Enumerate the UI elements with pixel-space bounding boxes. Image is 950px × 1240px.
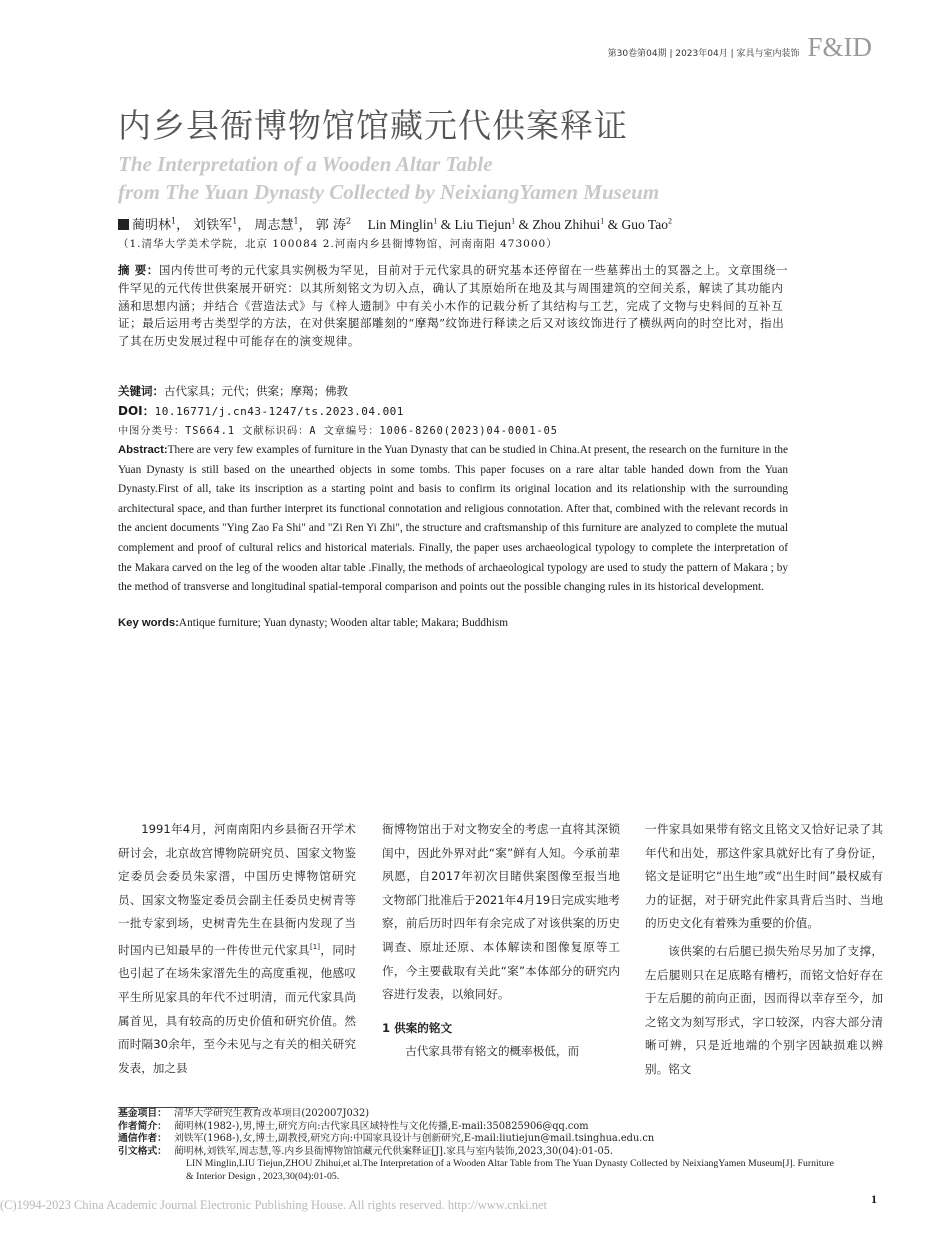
abstract-en-text: There are very few examples of furniture in the Yuan Dynasty that can be studied in China.At present, the research on the furniture in the Yuan Dynasty is still based on the unearthed objects in some tombs. This paper focuses on a rare altar table handed down from the Yuan Dynasty.First of all, take its inscription as a starting point and basis to confirm its original location and its relationship with the surrounding architectural space, and than further interpret its functional connotation and religious connotation. After that, combined with the relevant records in the ancient documents "Ying Zao Fa Shi" and "Zi Ren Yi Zhi", the structure and craftsmanship of this furniture are analyzed to complete the mutual complement and proof of cultural relics and historical materials. Finally, the paper uses archaeological typology to complete the interpretation of the Makara carved on the leg of the wooden altar table .Finally, the methods of archaeological typology are used to study the pattern of Makara ; by the method of transverse and longitudinal spatial-temporal comparison and points out the possible changing rules in its historical development.	[118, 444, 788, 594]
cnki-footer: (C)1994-2023 China Academic Journal Electronic Publishing House. All rights reserved. http://www.cnki.net	[0, 1198, 548, 1212]
author-cn: 蔺明林$^1$，	[132, 216, 190, 233]
title-english-line-1: The Interpretation of a Wooden Altar Table	[118, 152, 493, 176]
page-number: 1	[871, 1192, 877, 1206]
footnote-citation-english: LIN Minglin,LIU Tiejun,ZHOU Zhihui,et al.The Interpretation of a Wooden Altar Table from The Yuan Dynasty Collected by NeixiangYamen Museum[J]. Furniture & Interior Design , 2023,30(04):01-05.	[186, 1158, 834, 1182]
author-cn: 郭 涛$^2$	[315, 216, 352, 233]
footnote-citation: 引文格式： 蔺明林,刘铁军,周志慧,等.内乡县衙博物馆馆藏元代供案释证[J].家具与室内装饰,2023,30(04):01-05.	[118, 1145, 614, 1157]
footnote-corresponding: 通信作者： 刘铁军(1968-),女,博士,副教授,研究方向:中国家具设计与创新研究,E-mail:liutiejun@mail.tsinghua.edu.cn	[118, 1133, 655, 1145]
doi: DOI：10.16771/j.cn43-1247/ts.2023.04.001	[118, 404, 404, 418]
body-paragraph: 古代家具带有铭文的概率极低，而	[405, 1044, 580, 1059]
title-english-line-2: from The Yuan Dynasty Collected by NeixiangYamen Museum	[118, 180, 660, 204]
journal-logo: F&ID	[807, 32, 872, 62]
body-column-3	[645, 818, 883, 1082]
authors-english: Lin Minglin$^1$ & Liu Tiejun$^1$ & Zhou Zhihui$^1$ & Guo Tao$^2$	[367, 216, 672, 232]
title-english	[118, 150, 659, 206]
square-bullet-icon	[118, 219, 129, 230]
author-cn: 周志慧$^1$，	[254, 216, 312, 233]
keywords-english: Key words:Antique furniture; Yuan dynasty; Wooden altar table; Makara; Buddhism	[118, 617, 509, 629]
abstract-en-label: Abstract:	[118, 444, 168, 456]
author-cn: 刘铁军$^1$，	[193, 216, 251, 233]
section-heading: 1 供案的铭文	[382, 1020, 453, 1035]
body-paragraph: 该供案的右后腿已损失殆尽另加了支撑，左后腿则只在足底略有槽朽，而铭文恰好存在于左后腿的前向正面，因而得以幸存至今，加之铭文为刻写形式，字口较深，内容大部分清晰可辨，只是近地端的个别字因缺损难以辨别。铭文	[645, 943, 883, 1076]
body-paragraph: 一件家具如果带有铭文且铭文又恰好记录了其年代和出处，那这件家具就好比有了身份证，铭文是证明它“出生地”或“出生时间”最权威有力的证据，对于研究此件家具背后当时、当地的历史文化有着殊为重要的价值。	[645, 822, 883, 931]
footnote-author: 作者简介： 蔺明林(1982-),男,博士,研究方向:古代家具区域特性与文化传播,E-mail:350825906@qq.com	[118, 1120, 589, 1132]
classification-line: 中图分类号：TS664.1 文献标识码：A 文章编号：1006-8260(2023)04-0001-05	[118, 426, 558, 437]
footnotes	[118, 1108, 838, 1184]
issue-info: 第30卷第04期 | 2023年04月 | 家具与室内装饰	[607, 49, 800, 59]
body-column-2	[382, 818, 620, 1064]
author-line	[118, 214, 672, 233]
abstract-cn-text: 国内传世可考的元代家具实例极为罕见，目前对于元代家具的研究基本还停留在一些墓葬出土的冥器之上。文章围绕一件罕见的元代传世供案展开研究：以其所刻铭文为切入点，确认了其原始所在地及其与周围建筑的空间关系，解读了其功能内涵和思想内涵；并结合《营造法式》与《梓人遗制》中有关小木作的记载分析了其结构与工艺，完成了文物与史料间的互补互证；最后运用考古类型学的方法，在对供案腿部雕刻的“摩羯”纹饰进行释读之后又对该纹饰进行了横纵两向的时空比对，指出了其在历史发展过程中可能存在的演变规律。	[118, 263, 789, 349]
body-paragraph: 1991年4月，河南南阳内乡县衙召开学术研讨会，北京故宫博物院研究员、国家文物鉴定委员会委员朱家溍，中国历史博物馆研究员、国家文物鉴定委员会副主任委员史树青等一批专家到场，史树青先生在县衙内发现了当时国内已知最早的一件传世元代家具[1]，同时也引起了在场朱家溍先生的高度重视，他感叹平生所见家具的年代不过明清，而元代家具尚属首见，具有较高的历史价值和研究价值。然而时隔30余年，至今未见与之有关的相关研究发表，加之县	[118, 822, 356, 1075]
body-paragraph: 衙博物馆出于对文物安全的考虑一直将其深锁闺中，因此外界对此“案”鲜有人知。今承前辈夙愿，自2017年初次目睹供案图像至报当地文物部门批准后于2021年4月19日完成实地考察，前后历时四年有余完成了对该供案的历史调查、原址还原、本体解读和图像复原等工作，今主要截取有关此“案”本体部分的研究内容进行发表，以飨同好。	[382, 822, 620, 1002]
affiliations: （1.清华大学美术学院，北京 100084 2.河南内乡县衙博物馆，河南南阳 473000）	[118, 238, 558, 250]
running-header	[608, 32, 872, 63]
abstract-chinese	[118, 262, 790, 351]
title-chinese: 内乡县衙博物馆馆藏元代供案释证	[118, 106, 628, 145]
citation-ref[interactable]: [1]	[310, 942, 320, 951]
body-column-1	[118, 818, 356, 1080]
doi-link[interactable]: 10.16771/j.cn43-1247/ts.2023.04.001	[154, 405, 404, 418]
abstract-cn-label: 摘 要：	[118, 263, 159, 277]
footnote-fund: 基金项目： 清华大学研究生教育改革项目(202007J032)	[118, 1108, 370, 1119]
keywords-chinese: 关键词：古代家具；元代；供案；摩羯；佛教	[118, 384, 348, 398]
abstract-english	[118, 441, 788, 598]
